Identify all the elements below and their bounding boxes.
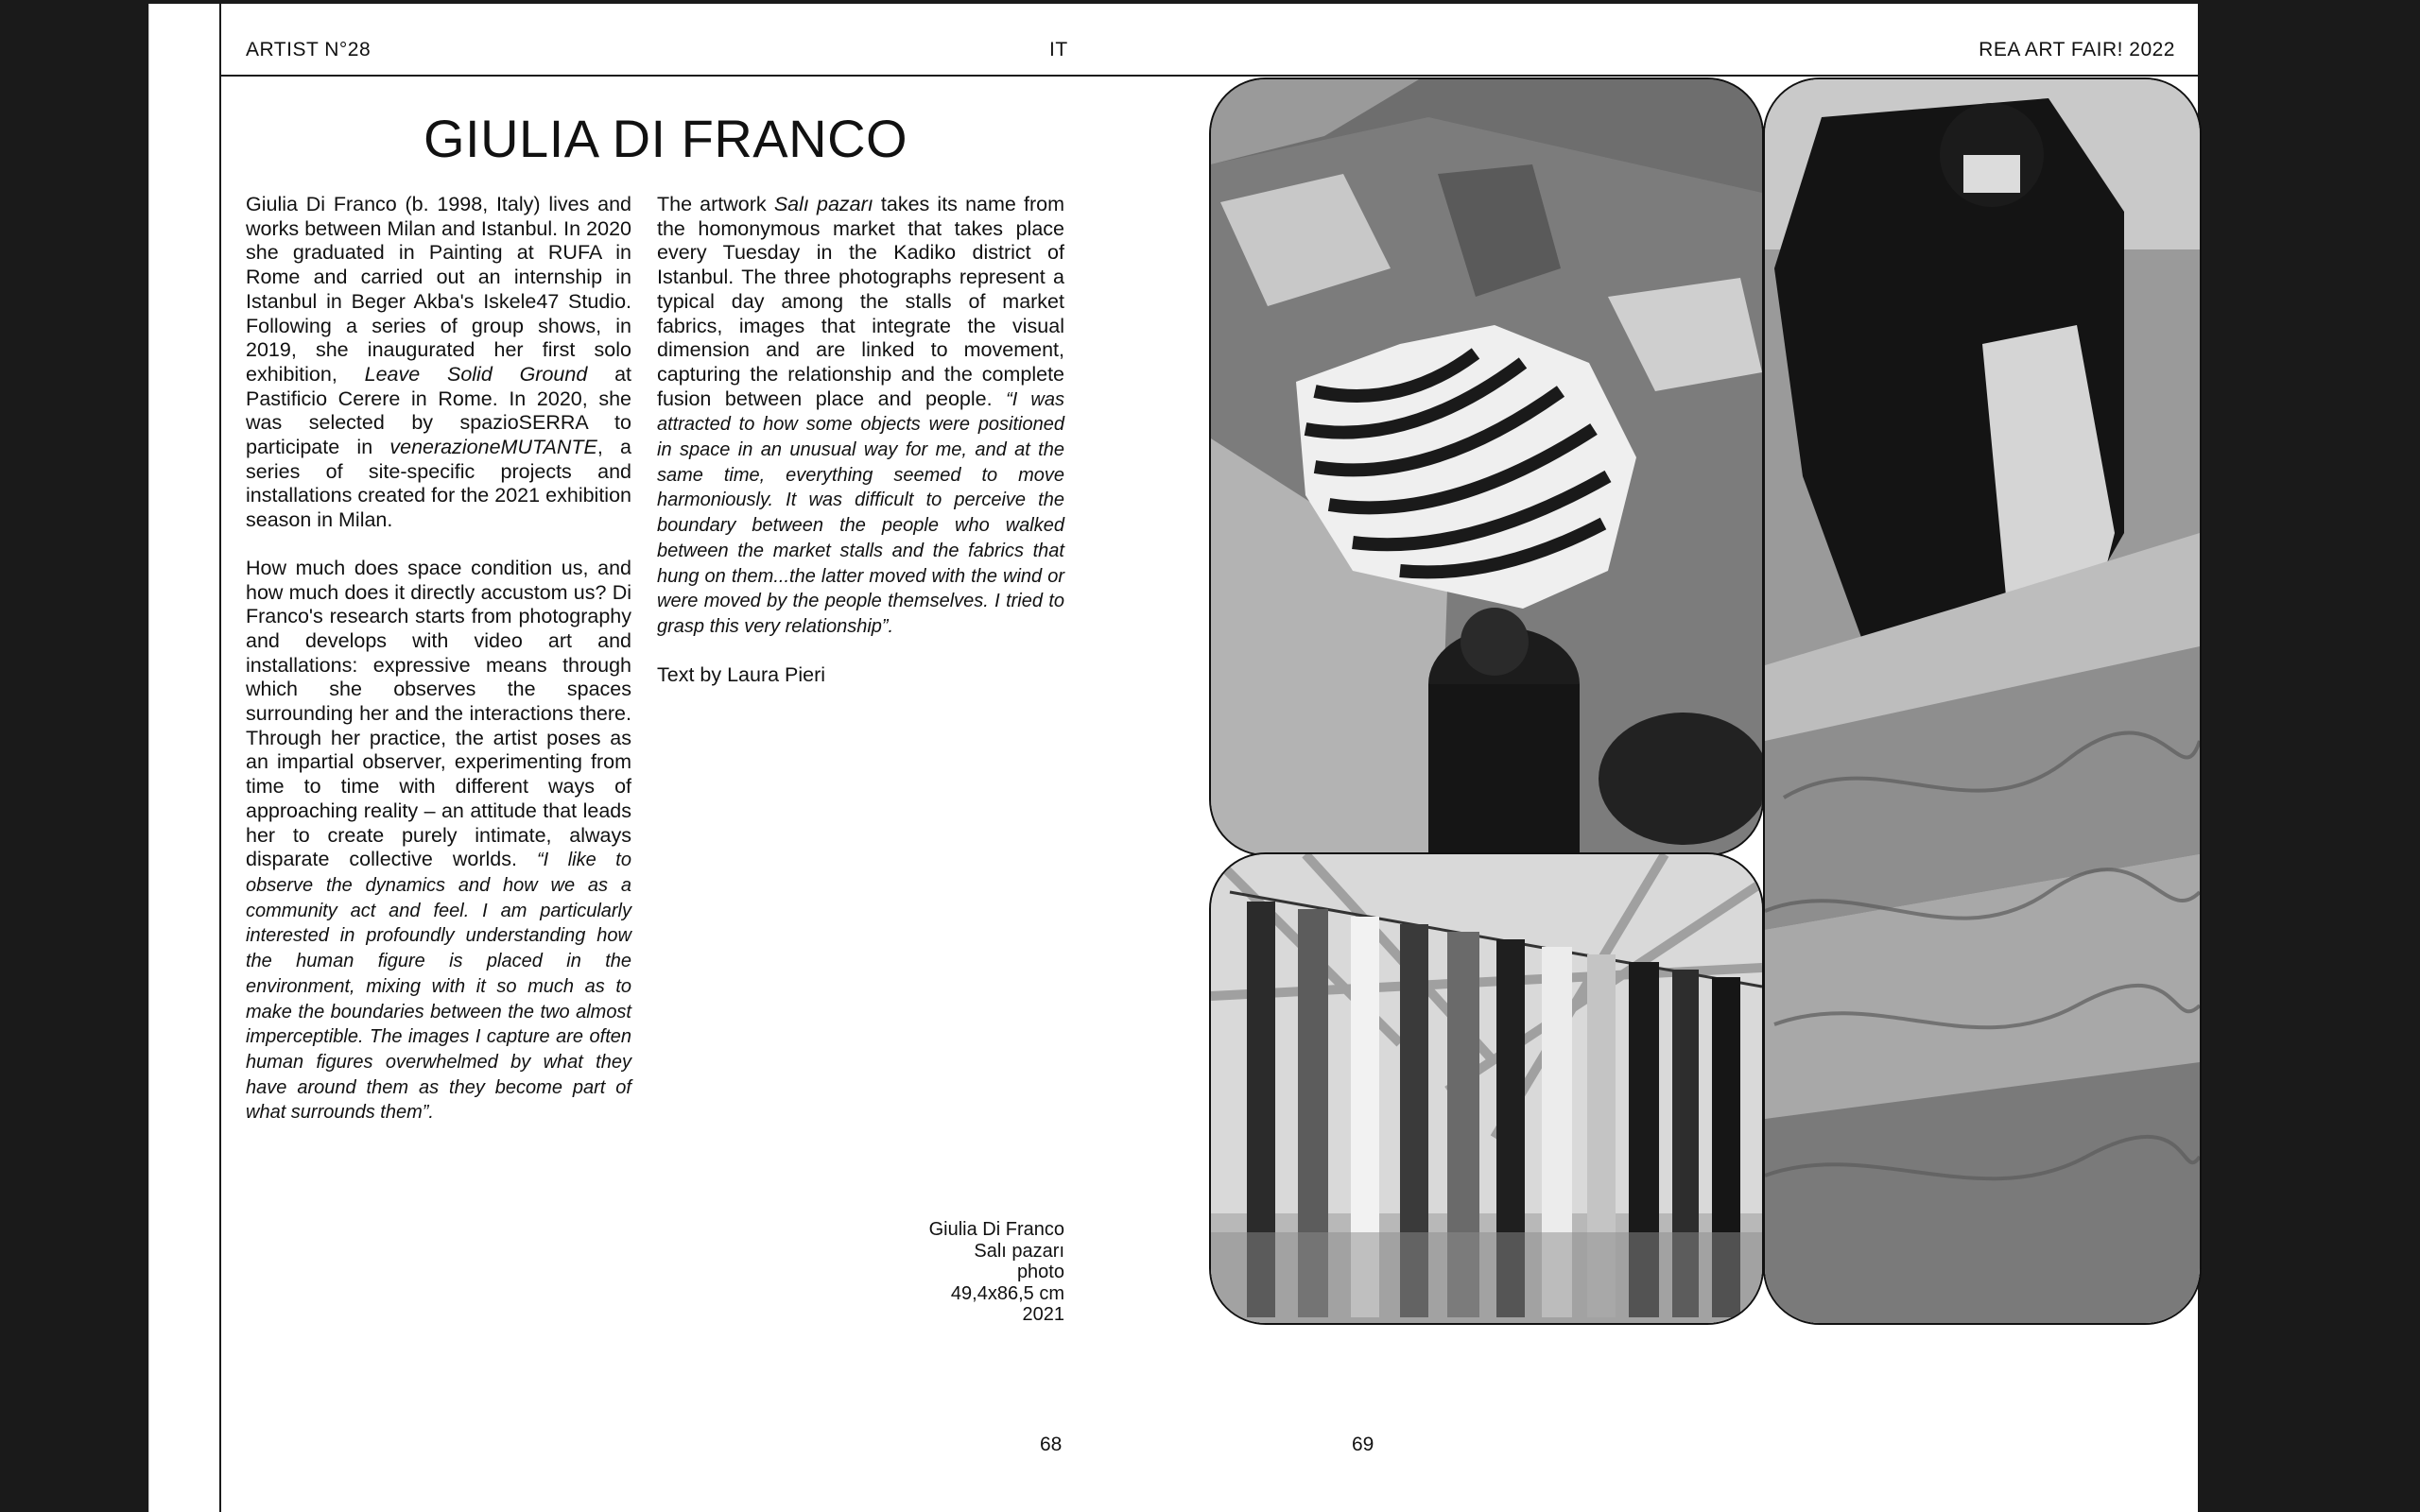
artwork-column: [657, 193, 1064, 711]
magazine-spread: [148, 4, 2198, 1512]
header-issue: ARTIST N°28: [246, 39, 372, 60]
header-language: IT: [1049, 39, 1068, 60]
caption-size: 49,4x86,5 cm: [950, 1282, 1064, 1304]
artwork-caption: [887, 1219, 1064, 1326]
page-number-left: 68: [1040, 1434, 1063, 1455]
header-rule: [219, 75, 2198, 77]
caption-title: Salı pazarı: [974, 1240, 1064, 1262]
market-photo-zebra-rug: [1209, 77, 1764, 856]
bio-paragraph: Giulia Di Franco (b. 1998, Italy) lives and works between Milan and Istanbul. In 2020 she graduated in Painting at RUFA in Rome and carried out an internship in Istanbul in Beger Akba's Iskele47 Studio. Following a series of group shows, in 2019, she inaugurated her first solo exhibition, Leave Solid Ground at Pastificio Cerere in Rome. In 2020, she was selected by spazioSERRA to participate in venerazioneMUTANTE, a series of site-specific projects and installations created for the 2021 exhibition season in Milan.: [246, 193, 631, 532]
artwork-quote: “I was attracted to how some objects were positioned in space in an unusual way for me, and at the same time, everything seemed to move harmoniously. It was difficult to perceive the boundary between the people who walked between the market stalls and the fabrics that hung on them...the latter moved with the wind or were moved by the people themselves. I tried to grasp this very relationship”.: [657, 388, 1064, 637]
market-photo-fabrics-woman: [1763, 77, 2202, 1325]
header-fair: REA ART FAIR! 2022: [1979, 39, 2175, 60]
artist-quote: “I like to observe the dynamics and how we as a community act and feel. I am particularly interested in profoundly understanding how the human figure is placed in the environment, mixing with it so much as to make the boundaries between the two almost imperceptible. The images I capture are often human figures overwhelmed by what they have around them as they become part of what surrounds them”.: [246, 850, 631, 1124]
caption-medium: photo: [1016, 1262, 1064, 1282]
artwork-paragraph: The artwork Salı pazarı takes its name from the homonymous market that takes place every Tuesday in the Kadiko district of Istanbul. The three photographs represent a typical day among the stalls of market fabrics, images that integrate the visual dimension and are linked to movement, capturing the relationship and the complete fusion between place and people. “I was attracted to how some objects were positioned in space in an unusual way for me, and at the same time, everything seemed to move harmoniously. It was difficult to perceive the boundary between the people who walked between the market stalls and the fabrics that hung on them...the latter moved with the wind or were moved by the people themselves. I tried to grasp this very relationship”.: [657, 193, 1064, 637]
caption-artist: Giulia Di Franco: [928, 1219, 1064, 1240]
left-margin-rule: [219, 4, 221, 1512]
market-photo-hanging-garments: [1209, 852, 1764, 1325]
caption-year: 2021: [1022, 1304, 1064, 1325]
bio-column: [246, 193, 631, 1149]
page-number-right: 69: [1352, 1434, 1374, 1455]
text-credit: Text by Laura Pieri: [657, 662, 826, 686]
artist-title: GIULIA DI FRANCO: [424, 109, 908, 168]
research-paragraph: How much does space condition us, and how much does it directly accustom us? Di Franco's research starts from photography and develops with video art and installations: expressive means through which she observes the spaces surrounding her and the interactions there. Through her practice, the artist poses as an impartial observer, experimenting from time to time with different ways of approaching reality – an attitude that leads her to create purely intimate, always disparate collective worlds. “I like to observe the dynamics and how we as a community act and feel. I am particularly interested in profoundly understanding how the human figure is placed in the environment, mixing with it so much as to make the boundaries between the two almost imperceptible. The images I capture are often human figures overwhelmed by what they have around them as they become part of what surrounds them”.: [246, 556, 631, 1124]
